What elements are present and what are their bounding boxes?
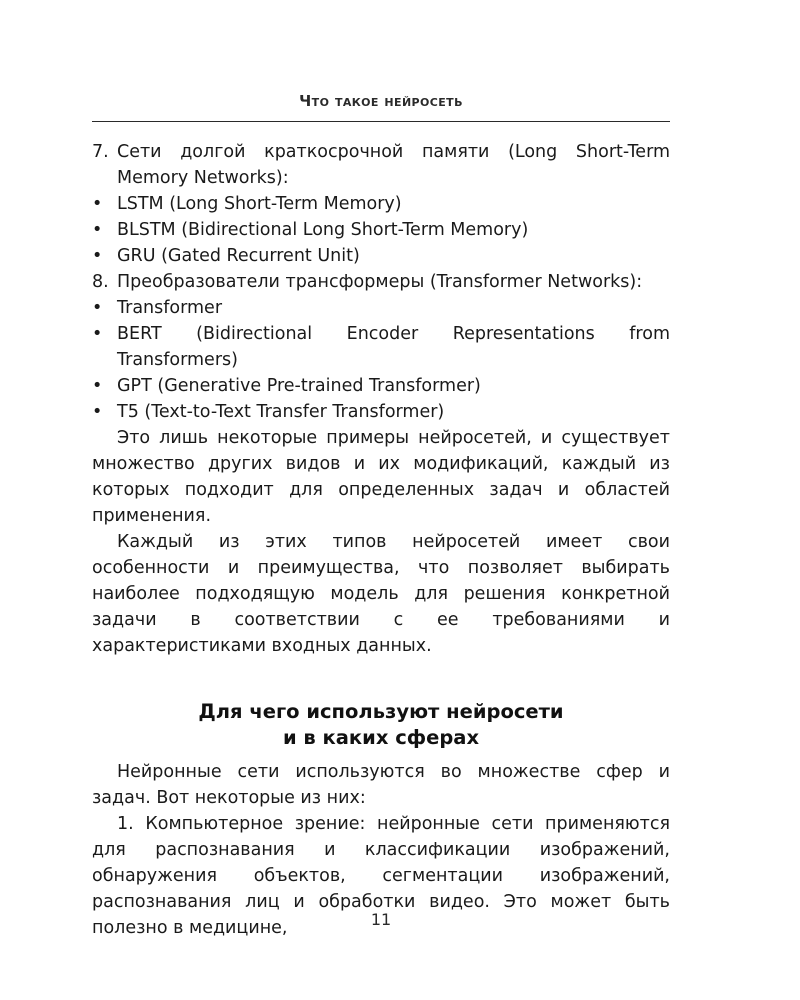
list-item xyxy=(92,191,670,217)
list-item-text: LSTM (Long Short-Term Memory) xyxy=(117,194,402,214)
page-body xyxy=(92,139,670,941)
list-item xyxy=(92,269,670,295)
list-marker: • xyxy=(92,220,103,240)
body-paragraph: Это лишь некоторые примеры нейросетей, и существует множество других видов и их модификаций, каждый из которых подходит для определенных задач и областей применения. xyxy=(92,428,670,526)
list-item xyxy=(92,321,670,373)
list-marker: • xyxy=(92,246,103,266)
list-item xyxy=(92,373,670,399)
list-marker: • xyxy=(92,402,103,422)
heading-spacer xyxy=(92,751,670,759)
list-item xyxy=(92,399,670,425)
list-item-text: BLSTM (Bidirectional Long Short-Term Memory) xyxy=(117,220,529,240)
body-paragraph: Каждый из этих типов нейросетей имеет свои особенности и преимущества, что позволяет выбирать наиболее подходящую модель для решения конкретной задачи в соответствии с ее требованиями и характеристиками входных данных. xyxy=(92,532,670,656)
body-paragraph: Нейронные сети используются во множестве сфер и задач. Вот некоторые из них: xyxy=(92,762,670,808)
list-item xyxy=(92,139,670,191)
list-item-text: Сети долгой краткосрочной памяти (Long Short-Term Memory Networks): xyxy=(117,142,670,188)
page-number: 11 xyxy=(370,910,392,929)
list-marker: • xyxy=(92,298,103,318)
network-types-list xyxy=(92,139,670,425)
list-marker: • xyxy=(92,376,103,396)
list-item-text: BERT (Bidirectional Encoder Representations from Transformers) xyxy=(117,324,670,370)
list-item-text: GPT (Generative Pre-trained Transformer) xyxy=(117,376,481,396)
list-item-text: Преобразователи трансформеры (Transformer Networks): xyxy=(117,272,643,292)
list-item xyxy=(92,243,670,269)
list-item-text: T5 (Text-to-Text Transfer Transformer) xyxy=(117,402,445,422)
list-item-text: GRU (Gated Recurrent Unit) xyxy=(117,246,360,266)
list-marker: 8. xyxy=(92,272,109,292)
header-rule xyxy=(92,121,670,122)
list-marker: • xyxy=(92,194,103,214)
list-item-text: Transformer xyxy=(117,298,223,318)
body-paragraph: 1. Компьютерное зрение: нейронные сети применяются для распознавания и классификации изображений, обнаружения объектов, сегментации изображений, распознавания лиц и обработки видео. Это может быть полезно в медицине, xyxy=(92,814,670,938)
section-heading xyxy=(92,699,670,751)
section-spacer xyxy=(92,659,670,699)
section-heading-line: и в каких сферах xyxy=(282,726,480,749)
running-head: Что такое нейросеть xyxy=(299,92,463,110)
list-item xyxy=(92,217,670,243)
list-marker: • xyxy=(92,324,103,344)
list-marker: 7. xyxy=(92,142,109,162)
section-heading-line: Для чего используют нейросети xyxy=(198,700,564,723)
list-item xyxy=(92,295,670,321)
